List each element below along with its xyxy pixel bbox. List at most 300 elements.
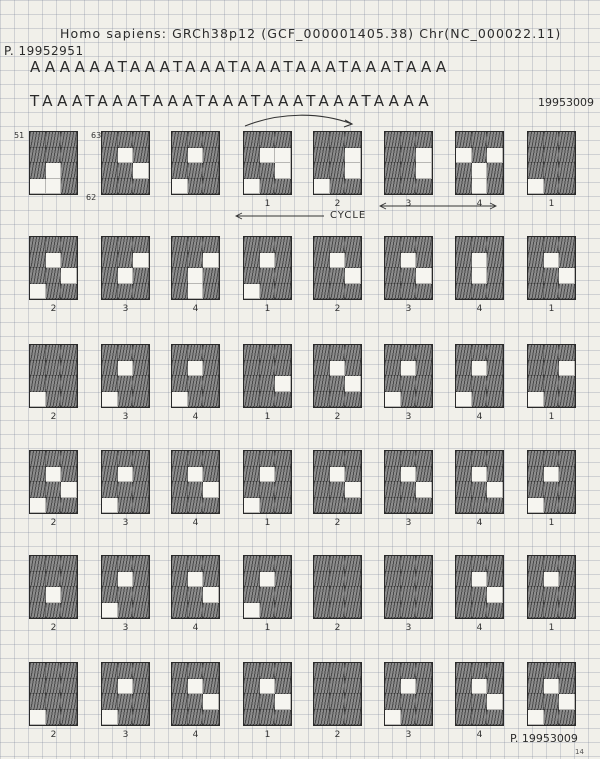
- blank-cell: [102, 392, 118, 408]
- hatched-cell: [544, 345, 560, 361]
- hatched-cell: [544, 451, 560, 467]
- hatched-cell: [472, 556, 488, 572]
- hatched-cell: [314, 482, 330, 498]
- pattern-frame: [29, 236, 78, 300]
- hatched-cell: [244, 556, 260, 572]
- hatched-cell: [401, 179, 417, 195]
- frame-label: 1: [264, 304, 271, 314]
- hatched-cell: [345, 392, 361, 408]
- blank-cell: [260, 148, 276, 164]
- hatched-cell: [559, 179, 575, 195]
- hatched-cell: [559, 451, 575, 467]
- hatched-cell: [102, 482, 118, 498]
- hatched-cell: [172, 148, 188, 164]
- hatched-cell: [188, 556, 204, 572]
- hatched-cell: [385, 498, 401, 514]
- hatched-cell: [416, 694, 432, 710]
- hatched-cell: [61, 163, 77, 179]
- hatched-cell: [260, 603, 276, 619]
- hatched-cell: [46, 451, 62, 467]
- hatched-cell: [118, 237, 134, 253]
- hatched-cell: [118, 163, 134, 179]
- hatched-cell: [133, 467, 149, 483]
- frame-label: 4: [192, 518, 199, 528]
- hatched-cell: [456, 237, 472, 253]
- blank-cell: [118, 268, 134, 284]
- hatched-cell: [544, 268, 560, 284]
- hatched-cell: [544, 179, 560, 195]
- hatched-cell: [314, 498, 330, 514]
- hatched-cell: [330, 587, 346, 603]
- blank-cell: [244, 284, 260, 300]
- hatched-cell: [133, 237, 149, 253]
- blank-cell: [314, 179, 330, 195]
- hatched-cell: [244, 132, 260, 148]
- hatched-cell: [61, 587, 77, 603]
- hatched-cell: [456, 710, 472, 726]
- pattern-frame: [243, 450, 292, 514]
- blank-cell: [46, 179, 62, 195]
- hatched-cell: [118, 663, 134, 679]
- hatched-cell: [46, 603, 62, 619]
- hatched-cell: [244, 392, 260, 408]
- pattern-frame: [29, 555, 78, 619]
- blank-cell: [472, 572, 488, 588]
- hatched-cell: [416, 572, 432, 588]
- frame-label: 1: [264, 623, 271, 633]
- hatched-cell: [544, 587, 560, 603]
- frame-label: 2: [334, 518, 341, 528]
- hatched-cell: [401, 498, 417, 514]
- frame-label: 2: [334, 199, 341, 209]
- frame-label: 4: [192, 304, 199, 314]
- pattern-frame: [101, 555, 150, 619]
- hatched-cell: [385, 179, 401, 195]
- hatched-cell: [314, 345, 330, 361]
- blank-cell: [46, 587, 62, 603]
- hatched-cell: [275, 268, 291, 284]
- hatched-cell: [260, 498, 276, 514]
- hatched-cell: [544, 163, 560, 179]
- blank-cell: [46, 467, 62, 483]
- blank-cell: [330, 253, 346, 269]
- hatched-cell: [416, 498, 432, 514]
- frame-label: 3: [405, 412, 412, 422]
- hatched-cell: [314, 663, 330, 679]
- hatched-cell: [46, 284, 62, 300]
- hatched-cell: [61, 498, 77, 514]
- hatched-cell: [244, 663, 260, 679]
- hatched-cell: [472, 451, 488, 467]
- hatched-cell: [385, 663, 401, 679]
- hatched-cell: [559, 345, 575, 361]
- hatched-cell: [401, 284, 417, 300]
- blank-cell: [401, 679, 417, 695]
- hatched-cell: [118, 587, 134, 603]
- hatched-cell: [46, 345, 62, 361]
- hatched-cell: [172, 345, 188, 361]
- hatched-cell: [133, 498, 149, 514]
- hatched-cell: [314, 253, 330, 269]
- hatched-cell: [385, 361, 401, 377]
- hatched-cell: [133, 268, 149, 284]
- hatched-cell: [401, 482, 417, 498]
- hatched-cell: [385, 587, 401, 603]
- end-position-bottom: P. 19953009: [510, 732, 578, 745]
- hatched-cell: [203, 237, 219, 253]
- hatched-cell: [456, 694, 472, 710]
- hatched-cell: [472, 482, 488, 498]
- hatched-cell: [487, 253, 503, 269]
- pattern-frame: [313, 131, 362, 195]
- hatched-cell: [260, 392, 276, 408]
- pattern-frame: [171, 555, 220, 619]
- blank-cell: [487, 587, 503, 603]
- hatched-cell: [544, 361, 560, 377]
- blank-cell: [528, 498, 544, 514]
- hatched-cell: [330, 451, 346, 467]
- hatched-cell: [345, 556, 361, 572]
- blank-cell: [244, 498, 260, 514]
- hatched-cell: [188, 376, 204, 392]
- hatched-cell: [61, 603, 77, 619]
- hatched-cell: [118, 710, 134, 726]
- frame-label: 4: [476, 199, 483, 209]
- frame-note-b: 62: [86, 193, 97, 202]
- hatched-cell: [401, 694, 417, 710]
- hatched-cell: [314, 376, 330, 392]
- blank-cell: [275, 163, 291, 179]
- hatched-cell: [314, 587, 330, 603]
- hatched-cell: [314, 361, 330, 377]
- hatched-cell: [416, 179, 432, 195]
- frame-label: 4: [476, 304, 483, 314]
- blank-cell: [401, 361, 417, 377]
- hatched-cell: [314, 467, 330, 483]
- blank-cell: [472, 679, 488, 695]
- hatched-cell: [30, 572, 46, 588]
- hatched-cell: [172, 694, 188, 710]
- page-number: 14: [575, 748, 584, 756]
- hatched-cell: [385, 284, 401, 300]
- frame-label: 1: [548, 623, 555, 633]
- hatched-cell: [330, 603, 346, 619]
- hatched-cell: [118, 392, 134, 408]
- frame-label: 1: [264, 518, 271, 528]
- frame-label: 3: [122, 518, 129, 528]
- hatched-cell: [118, 498, 134, 514]
- hatched-cell: [61, 663, 77, 679]
- hatched-cell: [172, 710, 188, 726]
- blank-cell: [172, 392, 188, 408]
- hatched-cell: [61, 237, 77, 253]
- blank-cell: [61, 268, 77, 284]
- hatched-cell: [260, 482, 276, 498]
- hatched-cell: [102, 148, 118, 164]
- hatched-cell: [30, 467, 46, 483]
- hatched-cell: [528, 556, 544, 572]
- hatched-cell: [30, 237, 46, 253]
- hatched-cell: [416, 376, 432, 392]
- blank-cell: [188, 268, 204, 284]
- hatched-cell: [172, 679, 188, 695]
- hatched-cell: [528, 253, 544, 269]
- hatched-cell: [61, 361, 77, 377]
- hatched-cell: [260, 163, 276, 179]
- blank-cell: [416, 163, 432, 179]
- blank-cell: [118, 572, 134, 588]
- hatched-cell: [559, 603, 575, 619]
- blank-cell: [330, 361, 346, 377]
- frame-label: 4: [192, 730, 199, 740]
- hatched-cell: [401, 451, 417, 467]
- hatched-cell: [330, 237, 346, 253]
- hatched-cell: [188, 482, 204, 498]
- hatched-cell: [172, 556, 188, 572]
- hatched-cell: [544, 132, 560, 148]
- sequence-line-1: AAAAAATAAATAAATAAATAAATAAATAAA: [30, 58, 451, 76]
- hatched-cell: [61, 284, 77, 300]
- blank-cell: [203, 253, 219, 269]
- blank-cell: [472, 179, 488, 195]
- frame-label: 2: [334, 412, 341, 422]
- header-title: Homo sapiens: GRCh38p12 (GCF_000001405.38) Chr(NC_000022.11): [60, 26, 562, 41]
- hatched-cell: [456, 376, 472, 392]
- hatched-cell: [203, 132, 219, 148]
- hatched-cell: [472, 603, 488, 619]
- hatched-cell: [133, 392, 149, 408]
- hatched-cell: [456, 132, 472, 148]
- hatched-cell: [314, 710, 330, 726]
- pattern-frame: [313, 662, 362, 726]
- blank-cell: [385, 392, 401, 408]
- hatched-cell: [188, 132, 204, 148]
- hatched-cell: [188, 498, 204, 514]
- frame-label: 1: [548, 518, 555, 528]
- hatched-cell: [314, 679, 330, 695]
- hatched-cell: [330, 163, 346, 179]
- hatched-cell: [188, 179, 204, 195]
- hatched-cell: [275, 237, 291, 253]
- blank-cell: [61, 482, 77, 498]
- hatched-cell: [314, 603, 330, 619]
- hatched-cell: [456, 345, 472, 361]
- hatched-cell: [345, 603, 361, 619]
- hatched-cell: [133, 361, 149, 377]
- blank-cell: [472, 467, 488, 483]
- hatched-cell: [487, 572, 503, 588]
- hatched-cell: [330, 179, 346, 195]
- blank-cell: [416, 148, 432, 164]
- pattern-frame: [455, 344, 504, 408]
- hatched-cell: [456, 679, 472, 695]
- hatched-cell: [275, 451, 291, 467]
- hatched-cell: [345, 345, 361, 361]
- pattern-frame: [527, 344, 576, 408]
- hatched-cell: [330, 572, 346, 588]
- hatched-cell: [330, 710, 346, 726]
- blank-cell: [528, 710, 544, 726]
- hatched-cell: [456, 572, 472, 588]
- hatched-cell: [559, 467, 575, 483]
- pattern-frame: [455, 450, 504, 514]
- hatched-cell: [401, 376, 417, 392]
- start-position: P. 19952951: [4, 44, 84, 58]
- hatched-cell: [385, 572, 401, 588]
- blank-cell: [487, 148, 503, 164]
- hatched-cell: [244, 587, 260, 603]
- blank-cell: [30, 392, 46, 408]
- blank-cell: [544, 572, 560, 588]
- hatched-cell: [275, 679, 291, 695]
- blank-cell: [345, 163, 361, 179]
- hatched-cell: [30, 451, 46, 467]
- blank-cell: [472, 268, 488, 284]
- hatched-cell: [102, 345, 118, 361]
- blank-cell: [188, 284, 204, 300]
- hatched-cell: [559, 284, 575, 300]
- hatched-cell: [46, 376, 62, 392]
- hatched-cell: [385, 467, 401, 483]
- pattern-frame: [313, 236, 362, 300]
- hatched-cell: [30, 587, 46, 603]
- pattern-frame: [455, 131, 504, 195]
- blank-cell: [30, 284, 46, 300]
- hatched-cell: [102, 179, 118, 195]
- frame-label: 1: [264, 730, 271, 740]
- hatched-cell: [472, 663, 488, 679]
- hatched-cell: [61, 572, 77, 588]
- blank-cell: [244, 179, 260, 195]
- hatched-cell: [133, 710, 149, 726]
- hatched-cell: [559, 482, 575, 498]
- frame-label: 1: [548, 412, 555, 422]
- blank-cell: [203, 587, 219, 603]
- sequence-line-2: TAAATAAATAAATAAATAAATAAATAAAA: [30, 92, 433, 110]
- hatched-cell: [345, 663, 361, 679]
- hatched-cell: [46, 556, 62, 572]
- hatched-cell: [203, 572, 219, 588]
- pattern-frame: [29, 450, 78, 514]
- hatched-cell: [188, 663, 204, 679]
- hatched-cell: [544, 392, 560, 408]
- hatched-cell: [203, 603, 219, 619]
- hatched-cell: [345, 253, 361, 269]
- hatched-cell: [203, 345, 219, 361]
- hatched-cell: [118, 253, 134, 269]
- hatched-cell: [260, 710, 276, 726]
- blank-cell: [260, 572, 276, 588]
- hatched-cell: [203, 268, 219, 284]
- blank-cell: [559, 694, 575, 710]
- blank-cell: [416, 268, 432, 284]
- pattern-frame: [29, 131, 78, 195]
- blank-cell: [401, 253, 417, 269]
- hatched-cell: [345, 361, 361, 377]
- hatched-cell: [528, 603, 544, 619]
- hatched-cell: [345, 237, 361, 253]
- hatched-cell: [528, 284, 544, 300]
- blank-cell: [102, 603, 118, 619]
- hatched-cell: [544, 237, 560, 253]
- hatched-cell: [260, 179, 276, 195]
- blank-cell: [30, 710, 46, 726]
- hatched-cell: [188, 237, 204, 253]
- blank-cell: [528, 179, 544, 195]
- hatched-cell: [416, 361, 432, 377]
- frame-label: 2: [334, 730, 341, 740]
- hatched-cell: [528, 451, 544, 467]
- hatched-cell: [345, 679, 361, 695]
- pattern-frame: [171, 662, 220, 726]
- hatched-cell: [314, 237, 330, 253]
- hatched-cell: [203, 284, 219, 300]
- hatched-cell: [528, 132, 544, 148]
- hatched-cell: [133, 179, 149, 195]
- hatched-cell: [528, 694, 544, 710]
- hatched-cell: [487, 498, 503, 514]
- hatched-cell: [203, 556, 219, 572]
- hatched-cell: [385, 237, 401, 253]
- end-position-top: 19953009: [538, 96, 594, 109]
- hatched-cell: [188, 710, 204, 726]
- hatched-cell: [260, 694, 276, 710]
- hatched-cell: [487, 603, 503, 619]
- hatched-cell: [330, 392, 346, 408]
- hatched-cell: [118, 284, 134, 300]
- hatched-cell: [244, 361, 260, 377]
- pattern-frame: [171, 344, 220, 408]
- hatched-cell: [30, 148, 46, 164]
- hatched-cell: [416, 710, 432, 726]
- pattern-frame: [455, 236, 504, 300]
- cycle-label: CYCLE: [330, 210, 367, 221]
- frame-label: 4: [476, 518, 483, 528]
- hatched-cell: [401, 148, 417, 164]
- hatched-cell: [401, 663, 417, 679]
- hatched-cell: [61, 179, 77, 195]
- hatched-cell: [102, 679, 118, 695]
- hatched-cell: [275, 392, 291, 408]
- hatched-cell: [260, 132, 276, 148]
- frame-label: 2: [50, 518, 57, 528]
- blank-cell: [330, 467, 346, 483]
- hatched-cell: [30, 345, 46, 361]
- hatched-cell: [456, 482, 472, 498]
- frame-label: 4: [476, 730, 483, 740]
- hatched-cell: [203, 361, 219, 377]
- pattern-frame: [384, 236, 433, 300]
- hatched-cell: [203, 710, 219, 726]
- blank-cell: [102, 498, 118, 514]
- hatched-cell: [203, 179, 219, 195]
- hatched-cell: [416, 679, 432, 695]
- hatched-cell: [544, 148, 560, 164]
- hatched-cell: [487, 392, 503, 408]
- blank-cell: [385, 710, 401, 726]
- hatched-cell: [188, 392, 204, 408]
- hatched-cell: [416, 132, 432, 148]
- hatched-cell: [102, 163, 118, 179]
- hatched-cell: [559, 679, 575, 695]
- hatched-cell: [260, 587, 276, 603]
- hatched-cell: [528, 587, 544, 603]
- pattern-frame: [101, 450, 150, 514]
- hatched-cell: [203, 376, 219, 392]
- frame-label: 1: [548, 304, 555, 314]
- hatched-cell: [172, 663, 188, 679]
- hatched-cell: [275, 284, 291, 300]
